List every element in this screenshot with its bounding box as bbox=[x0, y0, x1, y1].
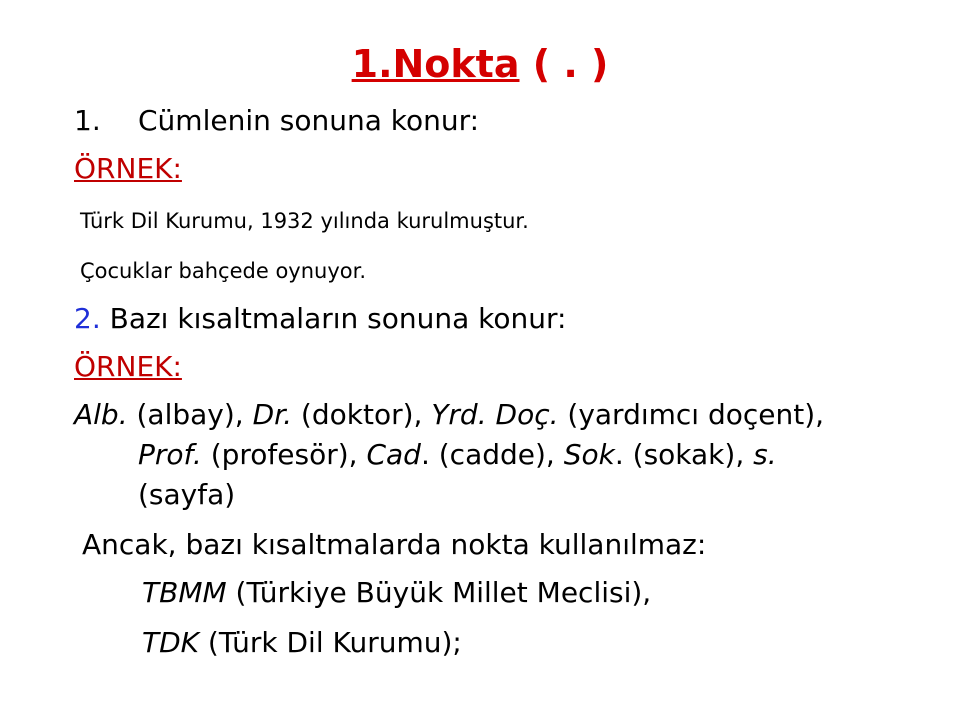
example-label-2: ÖRNEK: bbox=[74, 350, 182, 383]
abbr-tdk-meaning: (Türk Dil Kurumu); bbox=[199, 626, 462, 659]
item-2-number: 2. bbox=[74, 302, 101, 335]
abbr-yrd-meaning: (yardımcı doçent), bbox=[558, 398, 825, 431]
title-rest: ( . ) bbox=[519, 42, 609, 86]
abbreviation-line-2 bbox=[74, 438, 777, 472]
abbr-tdk: TDK bbox=[142, 626, 200, 659]
abbr-tbmm: TBMM bbox=[142, 576, 227, 609]
abbr-alb: Alb. bbox=[74, 398, 128, 431]
abbr-cad-meaning: . (cadde), bbox=[420, 438, 564, 471]
abbr-prof: Prof. bbox=[138, 438, 202, 471]
abbr-cad: Cad bbox=[366, 438, 421, 471]
abbr-yrd: Yrd. Doç. bbox=[431, 398, 559, 431]
abbr-s-meaning: (sayfa) bbox=[138, 478, 236, 511]
exception-tbmm bbox=[142, 576, 651, 610]
example-sentence-1: Türk Dil Kurumu, 1932 yılında kurulmuştur. bbox=[80, 209, 529, 233]
abbr-prof-meaning: (profesör), bbox=[201, 438, 367, 471]
abbr-s: s. bbox=[753, 438, 777, 471]
abbr-dr-meaning: (doktor), bbox=[292, 398, 432, 431]
abbr-sok-meaning: . (sokak), bbox=[614, 438, 754, 471]
exception-tdk bbox=[142, 626, 462, 660]
abbr-sok: Sok bbox=[563, 438, 615, 471]
item-2-text: Bazı kısaltmaların sonuna konur: bbox=[100, 302, 567, 335]
title-main: 1.Nokta bbox=[351, 42, 520, 86]
example-sentence-2: Çocuklar bahçede oynuyor. bbox=[80, 259, 366, 283]
abbreviation-line-1 bbox=[74, 398, 824, 432]
slide-title bbox=[0, 40, 960, 88]
abbr-dr: Dr. bbox=[252, 398, 293, 431]
abbr-tbmm-meaning: (Türkiye Büyük Millet Meclisi), bbox=[226, 576, 652, 609]
item-2 bbox=[74, 302, 566, 336]
item-1-text: Cümlenin sonuna konur: bbox=[138, 104, 480, 137]
example-label-1: ÖRNEK: bbox=[74, 152, 182, 185]
item-1-number: 1. bbox=[74, 104, 101, 137]
abbreviation-line-3 bbox=[74, 478, 235, 512]
exception-intro: Ancak, bazı kısaltmalarda nokta kullanılmaz: bbox=[82, 528, 707, 561]
item-1 bbox=[74, 104, 479, 138]
abbr-alb-meaning: (albay), bbox=[127, 398, 253, 431]
